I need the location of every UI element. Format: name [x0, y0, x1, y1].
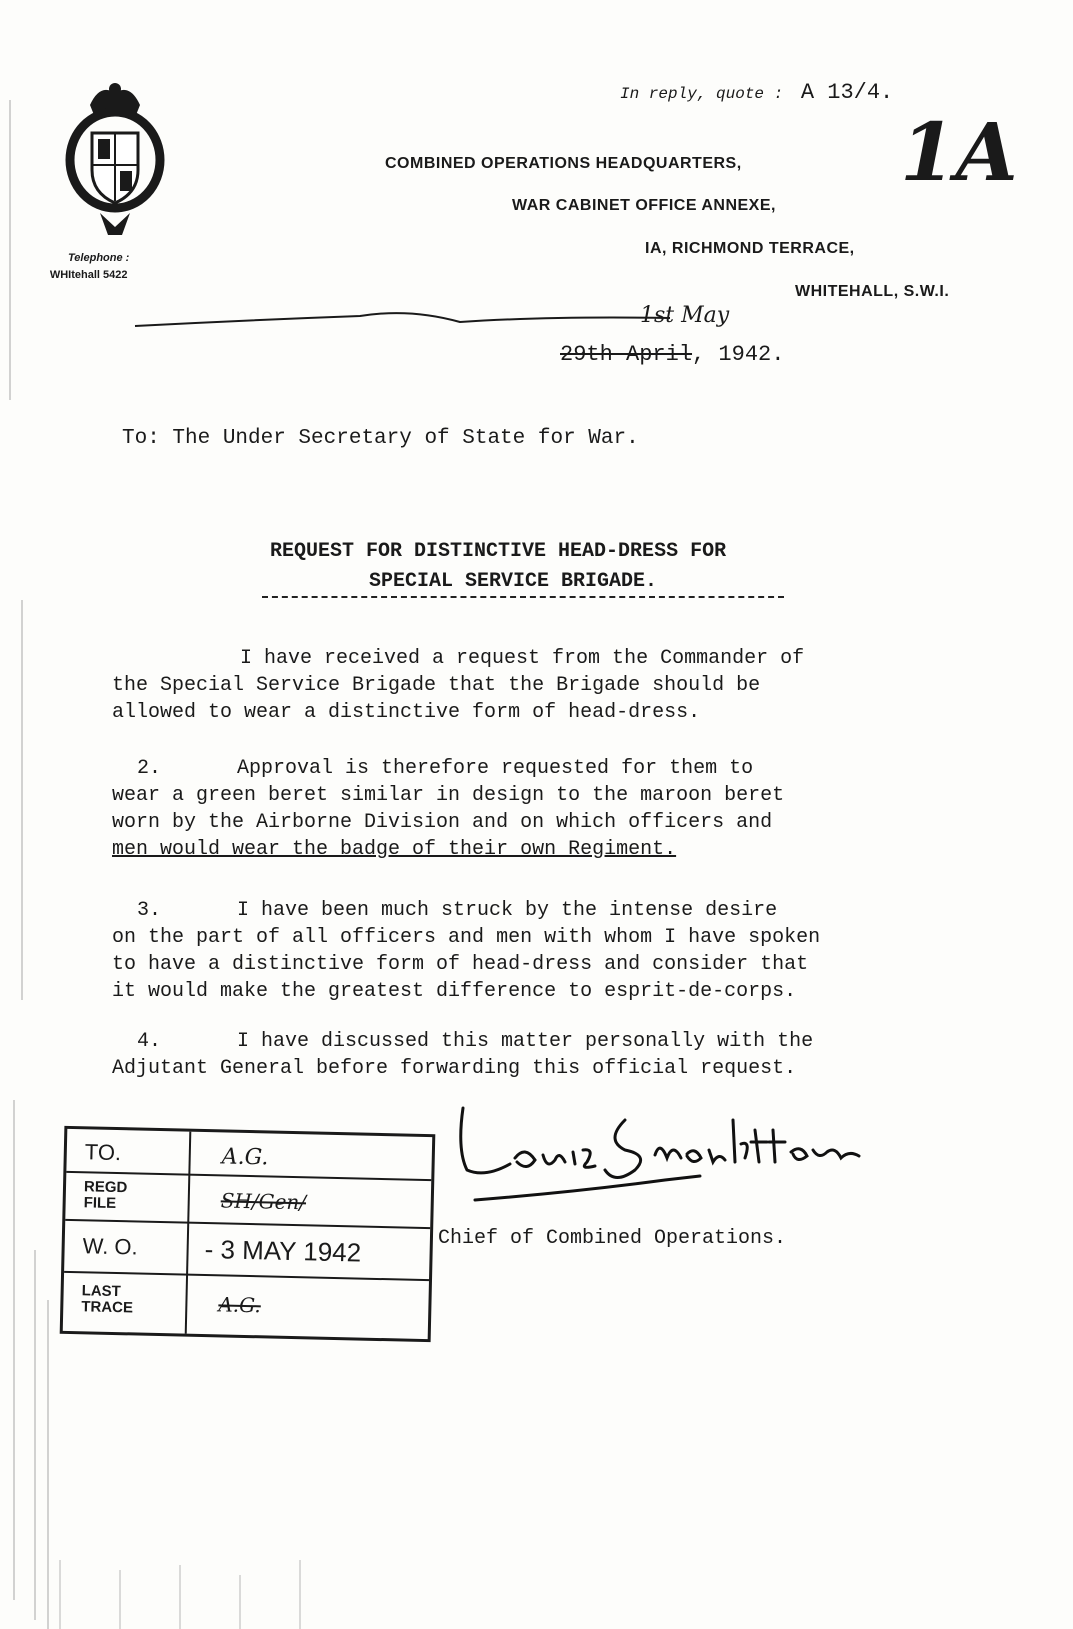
letter-date [560, 342, 784, 367]
p2-number: 2. [137, 757, 162, 780]
p4-line-1: I have discussed this matter personally with the [237, 1030, 814, 1053]
address-line-3: IA, RICHMOND TERRACE, [645, 240, 855, 257]
subject-line-1: REQUEST FOR DISTINCTIVE HEAD-DRESS FOR [270, 540, 727, 563]
p3-line-4: it would make the greatest difference to esprit-de-corps. [112, 980, 797, 1003]
address-line-1: COMBINED OPERATIONS HEADQUARTERS, [385, 155, 742, 172]
photocopy-noise [0, 0, 60, 1629]
bleed-through-text [240, 55, 251, 75]
paragraph-4 [112, 1028, 932, 1082]
stamp-trace-label: TRACE [81, 1298, 134, 1317]
p3-line-2: on the part of all officers and men with whom I have spoken [112, 926, 821, 949]
telephone-number: WHItehall 5422 [49, 269, 128, 281]
bottom-edge-noise [0, 1560, 1073, 1629]
reply-reference [620, 80, 893, 105]
p2-line-4: men would wear the badge of their own Regiment. [112, 838, 677, 861]
paragraph-2 [112, 755, 932, 863]
royal-crest-icon [60, 75, 170, 240]
p2-line-1: Approval is therefore requested for them to [237, 757, 754, 780]
registry-stamp [60, 1126, 436, 1342]
stamp-to-label: TO. [84, 1139, 122, 1166]
p2-line-3: worn by the Airborne Division and on which officers and [112, 811, 773, 834]
addressee: To: The Under Secretary of State for War. [122, 427, 639, 450]
date-correction: 1st May [640, 303, 730, 328]
paragraph-1 [112, 645, 932, 726]
signatory-title: Chief of Combined Operations. [438, 1227, 787, 1250]
paragraph-3 [112, 897, 932, 1005]
p3-line-3: to have a distinctive form of head-dress and consider that [112, 953, 809, 976]
telephone-label: Telephone : [68, 252, 130, 264]
date-struck: 29th April [560, 342, 693, 367]
address-line-4: WHITEHALL, S.W.I. [795, 283, 950, 300]
date-correction-stroke [130, 298, 690, 338]
stamp-trace-value: A.G. [218, 1292, 262, 1318]
subject-heading [270, 537, 726, 597]
subject-rule [262, 596, 784, 598]
stamp-to-value: A.G. [221, 1144, 269, 1171]
stamp-wo-date: - 3 MAY 1942 [204, 1234, 362, 1268]
stamp-row-trace [63, 1271, 429, 1335]
file-mark: 1A [900, 105, 1018, 199]
telephone-block [48, 250, 129, 284]
address-line-2: WAR CABINET OFFICE ANNEXE, [512, 197, 776, 214]
stamp-file-value: SH/Gen/ [220, 1188, 307, 1215]
p3-number: 3. [137, 899, 162, 922]
p1-line-3: allowed to wear a distinctive form of head-dress. [112, 701, 701, 724]
stamp-file-label: FILE [83, 1194, 117, 1213]
p1-line-2: the Special Service Brigade that the Brigade should be [112, 674, 761, 697]
reply-ref-number: A 13/4. [800, 80, 894, 105]
p2-line-2: wear a green beret similar in design to the maroon beret [112, 784, 785, 807]
stamp-wo-label: W. O. [82, 1233, 138, 1260]
p4-number: 4. [137, 1030, 162, 1053]
p3-line-1: I have been much struck by the intense desire [237, 899, 778, 922]
p1-line-1: I have received a request from the Commander of [240, 647, 805, 670]
subject-line-2: SPECIAL SERVICE BRIGADE. [369, 570, 658, 593]
signature [455, 1100, 895, 1220]
date-year: , 1942. [692, 342, 785, 367]
stamp-regd-label: REGD [83, 1178, 128, 1197]
p4-line-2: Adjutant General before forwarding this official request. [112, 1057, 797, 1080]
stamp-last-label: LAST [81, 1282, 122, 1301]
reply-label: In reply, quote : [620, 85, 784, 103]
